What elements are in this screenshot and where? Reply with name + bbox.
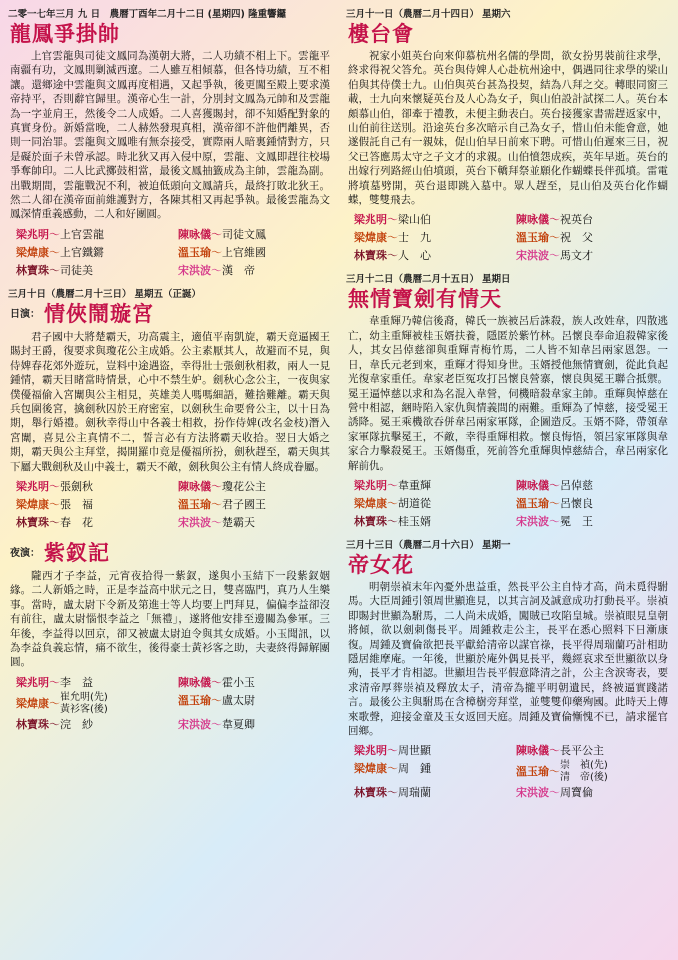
role-name: 祝 父 — [560, 231, 593, 245]
actor-name: 梁兆明 — [16, 675, 49, 689]
actor-name: 陳咏儀 — [516, 213, 549, 227]
show-date — [8, 8, 334, 21]
role-name: 張劍秋 — [60, 479, 93, 493]
role-name: 馬文才 — [560, 249, 593, 263]
show-date — [346, 539, 672, 552]
actor-name: 溫玉瑜 — [516, 765, 549, 779]
actor-name: 溫玉瑜 — [516, 496, 549, 510]
synopsis-text: 明朝崇禎末年內憂外患益重，然長平公主自恃才高，尚未覓得駙馬。大臣周鍾引領周世顯進見，以其言詞及誠意成功打動長平。崇禎即賜封世顯為駙馬，二人尚未成婚，闖賊已攻陷皇城。崇禎眼見皇朝將傾，欲以劍刺傷長平。周鍾救走公主，長平在悉心照料下日漸康復。周鍾及寶倫欲把長平獻給清帝以謀官祿，長平得周瑞蘭巧計相助隱居維摩庵。一年後，世顯於庵外偶見長平，幾經哀求至世顯欲以身殉，長平才肯相認。世顯坦告長平假意降清之計，公主含淚寄表，要求清帝厚葬崇禎及釋放太子，清帝為攏平明朝遺民，終被逼實踐諾言。最後公主與駙馬在含樟樹旁拜堂，並雙雙仰藥殉國。此時天上傳來歌聲，迎接金童及玉女返回天庭。周鍾及寶倫慚愧不已，請求罷官回鄉。 — [348, 580, 668, 737]
tilde-separator: 〜 — [549, 765, 560, 779]
role-name: 上官維國 — [222, 245, 266, 259]
role-name: 上官鐵鏘 — [60, 245, 104, 259]
show-title — [10, 21, 334, 47]
cast-entry — [16, 262, 172, 280]
actor-name: 溫玉瑜 — [516, 231, 549, 245]
role-name: 楚霸天 — [222, 515, 255, 529]
synopsis-text: 韋重輝乃韓信後裔，韓氏一族被呂后誅殺，族人改姓韋，四散逃亡，幼主重輝被桂玉婿扶養，隱匿於紫竹林。呂懷良奉命追殺韓家後人，其女呂倬慈卻與重輝青梅竹馬，二人皆不知韋呂兩家恩怨。一日，韋氏元老到來，重輝才得知身世。玉婿授他無情寶劍，從此負起光復韋家重任。韋家老臣冤攻打呂懷良營寨，懷良與冕王聯合抵禦。冕王逼悼慈以求和為名混入韋營，伺機暗殺韋家主帥。重輝與悼慈在營中相認，綑時陷入家仇與情義間的兩難。重輝為了悼慈，接受冕王誘降。冕王乘機欲吞併韋呂兩家軍隊，企圖造反。玉婿不降，帶領韋家軍隊抗擊冕王，不敵，幸得重輝相救。懷良悔悟，領呂家軍隊與韋家合力擊殺冕王。玉婿傷重，死前答允重輝與悼慈結合，韋呂兩家化解前仇。 — [348, 315, 668, 472]
right-column — [346, 8, 672, 810]
role-name: 瓊花公主 — [222, 479, 266, 493]
role-name: 冕 王 — [560, 514, 593, 528]
role-name: 漢 帝 — [222, 263, 255, 277]
tilde-separator: 〜 — [49, 227, 60, 241]
cast-entry — [354, 784, 510, 802]
show-date — [8, 288, 334, 301]
role-name: 韋夏卿 — [222, 717, 255, 731]
role-name: 呂倬慈 — [560, 478, 593, 492]
cast-entry — [178, 496, 334, 514]
show-title-text: 樓台會 — [348, 22, 414, 46]
cast-entry — [516, 784, 672, 802]
show-title — [10, 301, 334, 328]
role-name: 胡道從 — [398, 496, 431, 510]
actor-name: 梁兆明 — [16, 227, 49, 241]
tilde-separator: 〜 — [549, 744, 560, 758]
cast-entry — [16, 716, 172, 734]
role-name: 司徒美 — [60, 263, 93, 277]
cast-entry — [516, 742, 672, 760]
tilde-separator: 〜 — [549, 514, 560, 528]
cast-entry — [178, 226, 334, 244]
date-text: 三月十三日（農曆二月十六日） — [346, 539, 480, 551]
weekday-text: (星期四) 隆重響鑼 — [207, 9, 287, 20]
tilde-separator: 〜 — [549, 478, 560, 492]
cast-entry — [178, 478, 334, 496]
show-block-s2 — [8, 288, 334, 532]
role-name: 周瑞蘭 — [398, 786, 431, 800]
cast-list — [16, 226, 334, 280]
cast-entry — [178, 244, 334, 262]
show-date — [346, 8, 672, 21]
tilde-separator: 〜 — [49, 245, 60, 259]
actor-name: 溫玉瑜 — [178, 245, 211, 259]
actor-name: 宋洪波 — [516, 249, 549, 263]
tilde-separator: 〜 — [549, 213, 560, 227]
date-text: 三月十二日（農曆二月十五日） — [346, 274, 480, 286]
role-name: 盧太尉 — [222, 693, 255, 707]
show-block-s3 — [8, 540, 334, 734]
actor-name: 梁煒康 — [16, 497, 49, 511]
actor-name: 梁煒康 — [16, 696, 49, 710]
actor-name: 宋洪波 — [178, 263, 211, 277]
show-title-text: 龍鳳爭掛帥 — [10, 22, 120, 46]
role-name: 君子國王 — [222, 497, 266, 511]
tilde-separator: 〜 — [49, 696, 60, 710]
cast-entry — [16, 692, 172, 716]
cast-list — [354, 742, 672, 802]
role-name: 周世顯 — [398, 744, 431, 758]
cast-entry — [178, 262, 334, 280]
actor-name: 梁兆明 — [354, 478, 387, 492]
tilde-separator: 〜 — [387, 786, 398, 800]
role-name: 士 九 — [398, 231, 431, 245]
role-name: 司徒文鳳 — [222, 227, 266, 241]
role-name: 桂玉婿 — [398, 514, 431, 528]
tilde-separator: 〜 — [211, 693, 222, 707]
actor-name: 林寶珠 — [354, 514, 387, 528]
cast-entry — [178, 514, 334, 532]
role-name: 上官雲龍 — [60, 227, 104, 241]
tilde-separator: 〜 — [211, 227, 222, 241]
role-name: 人 心 — [398, 249, 431, 263]
date-text: 二零一七年三月 九 日 農曆丁酉年二月十二日 — [8, 9, 205, 20]
tilde-separator: 〜 — [387, 478, 398, 492]
tilde-separator: 〜 — [387, 231, 398, 245]
actor-name: 宋洪波 — [516, 786, 549, 800]
performance-tag: 夜演： — [10, 547, 40, 559]
weekday-text: 星期一 — [482, 539, 511, 551]
date-text: 三月十一日（農曆二月十四日） — [346, 9, 480, 20]
show-title — [348, 552, 672, 578]
actor-name: 陳咏儀 — [178, 479, 211, 493]
role-name-stack — [60, 692, 108, 716]
cast-entry — [516, 477, 672, 495]
cast-entry — [16, 514, 172, 532]
cast-entry — [178, 674, 334, 692]
role-name: 黃衫客(後) — [60, 703, 108, 715]
role-name: 長平公主 — [560, 744, 604, 758]
actor-name: 溫玉瑜 — [178, 497, 211, 511]
cast-entry — [516, 495, 672, 513]
role-name: 崇 禎(先) — [560, 760, 608, 772]
role-name: 周寶倫 — [560, 786, 593, 800]
tilde-separator: 〜 — [211, 263, 222, 277]
show-title — [10, 540, 334, 567]
show-title — [348, 286, 672, 312]
role-name: 周 鍾 — [398, 762, 431, 776]
actor-name: 林寶珠 — [16, 515, 49, 529]
role-name: 崔允明(先) — [60, 691, 108, 703]
cast-list — [354, 211, 672, 265]
tilde-separator: 〜 — [211, 515, 222, 529]
performance-tag: 日演： — [10, 308, 40, 320]
actor-name: 陳咏儀 — [178, 675, 211, 689]
synopsis-text: 隴西才子李益，元宵夜拾得一紫釵，遂與小玉結下一段紫釵姻緣。二人新婚之時，正是李益高中狀元之日，雙喜臨門，真乃人生樂事。當時，盧太尉下令新及第進士等人均要上門拜見，偏偏李益卻沒有前往，盧太尉惱恨李益之「無禮」，遂將他安排至邊關為參軍。三年後，李益得以回京，卻又被盧太尉迫令與其女成婚。小玉聞訊，以為李益負義忘情，痛不欲生，後得豪士黃衫客之助，夫妻終得歸解團圓。 — [10, 569, 330, 669]
tilde-separator: 〜 — [49, 479, 60, 493]
actor-name: 梁兆明 — [16, 479, 49, 493]
role-name: 梁山伯 — [398, 213, 431, 227]
role-name: 韋重輝 — [398, 478, 431, 492]
actor-name: 梁煒康 — [354, 762, 387, 776]
role-name: 清 帝(後) — [560, 772, 608, 784]
cast-entry — [16, 244, 172, 262]
role-name: 霍小玉 — [222, 675, 255, 689]
actor-name: 林寶珠 — [354, 786, 387, 800]
cast-entry — [178, 692, 334, 716]
cast-entry — [16, 496, 172, 514]
actor-name: 陳咏儀 — [516, 478, 549, 492]
tilde-separator: 〜 — [49, 675, 60, 689]
cast-list — [354, 477, 672, 531]
cast-entry — [16, 226, 172, 244]
show-title — [348, 21, 672, 47]
role-name: 張 福 — [60, 497, 93, 511]
tilde-separator: 〜 — [211, 717, 222, 731]
tilde-separator: 〜 — [211, 675, 222, 689]
tilde-separator: 〜 — [549, 496, 560, 510]
tilde-separator: 〜 — [549, 786, 560, 800]
left-column — [8, 8, 334, 742]
tilde-separator: 〜 — [387, 496, 398, 510]
synopsis-text: 君子國中大將楚霸天，功高震主，適值平南凱旋，霸天竟逼國王賜封王爵，復要求與瓊花公主成婚。公主素厭其人，故避而不見，與侍婢春花郊外遊玩，豈料中途遇盜，幸得壯士張劍秋相救，兩人一見鍾情，霸天目睹當時情景，心中不禁生妒。劍秋心念公主，一夜與家僕優福偷入宮闈與公主相見，英雄美人嗎嗎細語，難捨難離。霸天與兵包圍後宮，擒劍秋囚於王府密室，以劍秋生命要脅公主，以十日為期，舉行婚禮。劍秋幸得山中各義士相救，扮作侍婢(改名金枝)潛入宮闈，喜見公主真情不二，誓言必有方法將霸天收拾。翌日大婚之期，霸天與公主拜堂，揭開羅巾竟是優福所扮，劍秋趕至，霸天與其下屬大戰劍秋及山中義士，霸天不敵，劍秋與公主有情人終成眷屬。 — [10, 330, 330, 473]
weekday-text: 星期日 — [482, 274, 511, 286]
actor-name: 宋洪波 — [178, 515, 211, 529]
tilde-separator: 〜 — [211, 479, 222, 493]
show-block-s6 — [346, 539, 672, 802]
role-name: 李 益 — [60, 675, 93, 689]
cast-entry — [354, 247, 510, 265]
tilde-separator: 〜 — [549, 249, 560, 263]
role-name: 祝英台 — [560, 213, 593, 227]
actor-name: 陳咏儀 — [516, 744, 549, 758]
cast-entry — [354, 513, 510, 531]
weekday-text: 星期五（正誕） — [134, 288, 202, 300]
tilde-separator: 〜 — [211, 497, 222, 511]
cast-entry — [516, 760, 672, 784]
actor-name: 林寶珠 — [16, 263, 49, 277]
actor-name: 梁兆明 — [354, 744, 387, 758]
show-block-s5 — [346, 273, 672, 530]
actor-name: 梁煒康 — [354, 496, 387, 510]
cast-entry — [516, 229, 672, 247]
role-name: 浣 紗 — [60, 717, 93, 731]
show-block-s4 — [346, 8, 672, 265]
cast-entry — [354, 211, 510, 229]
weekday-text: 星期六 — [482, 9, 511, 20]
tilde-separator: 〜 — [49, 515, 60, 529]
show-title-text: 帝女花 — [348, 552, 414, 577]
cast-entry — [16, 478, 172, 496]
cast-list — [16, 674, 334, 734]
cast-entry — [178, 716, 334, 734]
show-title-text: 紫釵記 — [44, 540, 110, 565]
synopsis-text: 祝家小姐英台向來仰慕杭州名儒的學問，欲女扮男裝前往求學，終求得祝父答允。英台與侍婢人心赴杭州途中，偶遇同往求學的梁山伯與其侍僕士九。山伯與英台甚為投契，結為八拜之交。轉眼同窗三載，士九向來懷疑英台及人心為女子，與山伯設計試探二人。英台本頗慕山伯，卻牽于禮教，未便主動表白。英台接獲家書需趕返家中，山伯前往送別。沿途英台多次暗示自己為女子，惜山伯未能會意，她遂假託自己有一親妹，促山伯早日前來下聘。可惜山伯遲來三日，祝父已答應馬太守之子文才的求親。山伯憤怨成疾，英年早逝。英台的出嫁行列路經山伯墳頭，英台下轎拜祭並願化作蝴蝶長伴孤墳。雷電將墳墓劈開，英台退即跳入墓中。眾人趕至，見山伯及英台化作蝴蝶，雙雙飛去。 — [348, 50, 668, 207]
actor-name: 溫玉瑜 — [178, 693, 211, 707]
tilde-separator: 〜 — [387, 514, 398, 528]
actor-name: 林寶珠 — [354, 249, 387, 263]
show-block-s1 — [8, 8, 334, 280]
actor-name: 梁煒康 — [16, 245, 49, 259]
actor-name: 梁兆明 — [354, 213, 387, 227]
show-title-text: 情俠鬧璇宮 — [44, 301, 154, 326]
tilde-separator: 〜 — [211, 245, 222, 259]
actor-name: 宋洪波 — [178, 717, 211, 731]
actor-name: 宋洪波 — [516, 514, 549, 528]
actor-name: 梁煒康 — [354, 231, 387, 245]
role-name: 春 花 — [60, 515, 93, 529]
tilde-separator: 〜 — [49, 263, 60, 277]
show-title-text: 無情寶劍有情天 — [348, 287, 502, 312]
tilde-separator: 〜 — [387, 762, 398, 776]
actor-name: 陳咏儀 — [178, 227, 211, 241]
cast-entry — [354, 760, 510, 784]
cast-entry — [16, 674, 172, 692]
tilde-separator: 〜 — [549, 231, 560, 245]
role-name-stack — [560, 760, 608, 784]
cast-entry — [516, 247, 672, 265]
tilde-separator: 〜 — [49, 717, 60, 731]
tilde-separator: 〜 — [49, 497, 60, 511]
cast-entry — [354, 229, 510, 247]
cast-list — [16, 478, 334, 532]
actor-name: 林寶珠 — [16, 717, 49, 731]
tilde-separator: 〜 — [387, 744, 398, 758]
cast-entry — [354, 742, 510, 760]
cast-entry — [516, 211, 672, 229]
cast-entry — [516, 513, 672, 531]
synopsis-text: 上官雲龍與司徒文鳳同為漢朝大將，二人功績不相上下。雲龍平南疆有功，文鳳則剿滅西遼。二人雖互相傾慕，但各恃功績，互不相讓。還鄉途中雲龍與文鳳再度相遇，又起爭執，後更闖至殿上要求漢帝持平，否則辭官歸里。漢帝心生一計，分別封文鳳為元帥和及雲龍為一字並肩王，然後令二人成婚。二人喜獲賜封，卻不知婚配對象的真實身份。新婚當晚，二人赫然發現真相，漢帝卻不許他們離異，否則一同治罪。雲龍與文鳳唯有無奈接受，實際兩人暗裏鍾情對方，只是礙於面子未曾承認。時北狄又再入侵中原，雲龍、文鳳即趕往校場爭奪帥印。二人比武擲鼓相當，最後文鳳抽籤成為主帥，雲龍為副。出戰期間，雲龍戰況不利，被迫低頭向文鳳請兵，最終打敗北狄王。然二人卻在漢帝面前維護對方，各陳其相又再起爭執。最後雲龍為文鳳深情重義感動，二人和好團圓。 — [10, 50, 330, 221]
tilde-separator: 〜 — [387, 213, 398, 227]
show-date — [346, 273, 672, 286]
tilde-separator: 〜 — [387, 249, 398, 263]
cast-entry — [354, 477, 510, 495]
date-text: 三月十日（農曆二月十三日） — [8, 288, 132, 300]
cast-entry — [354, 495, 510, 513]
role-name: 呂懷良 — [560, 496, 593, 510]
